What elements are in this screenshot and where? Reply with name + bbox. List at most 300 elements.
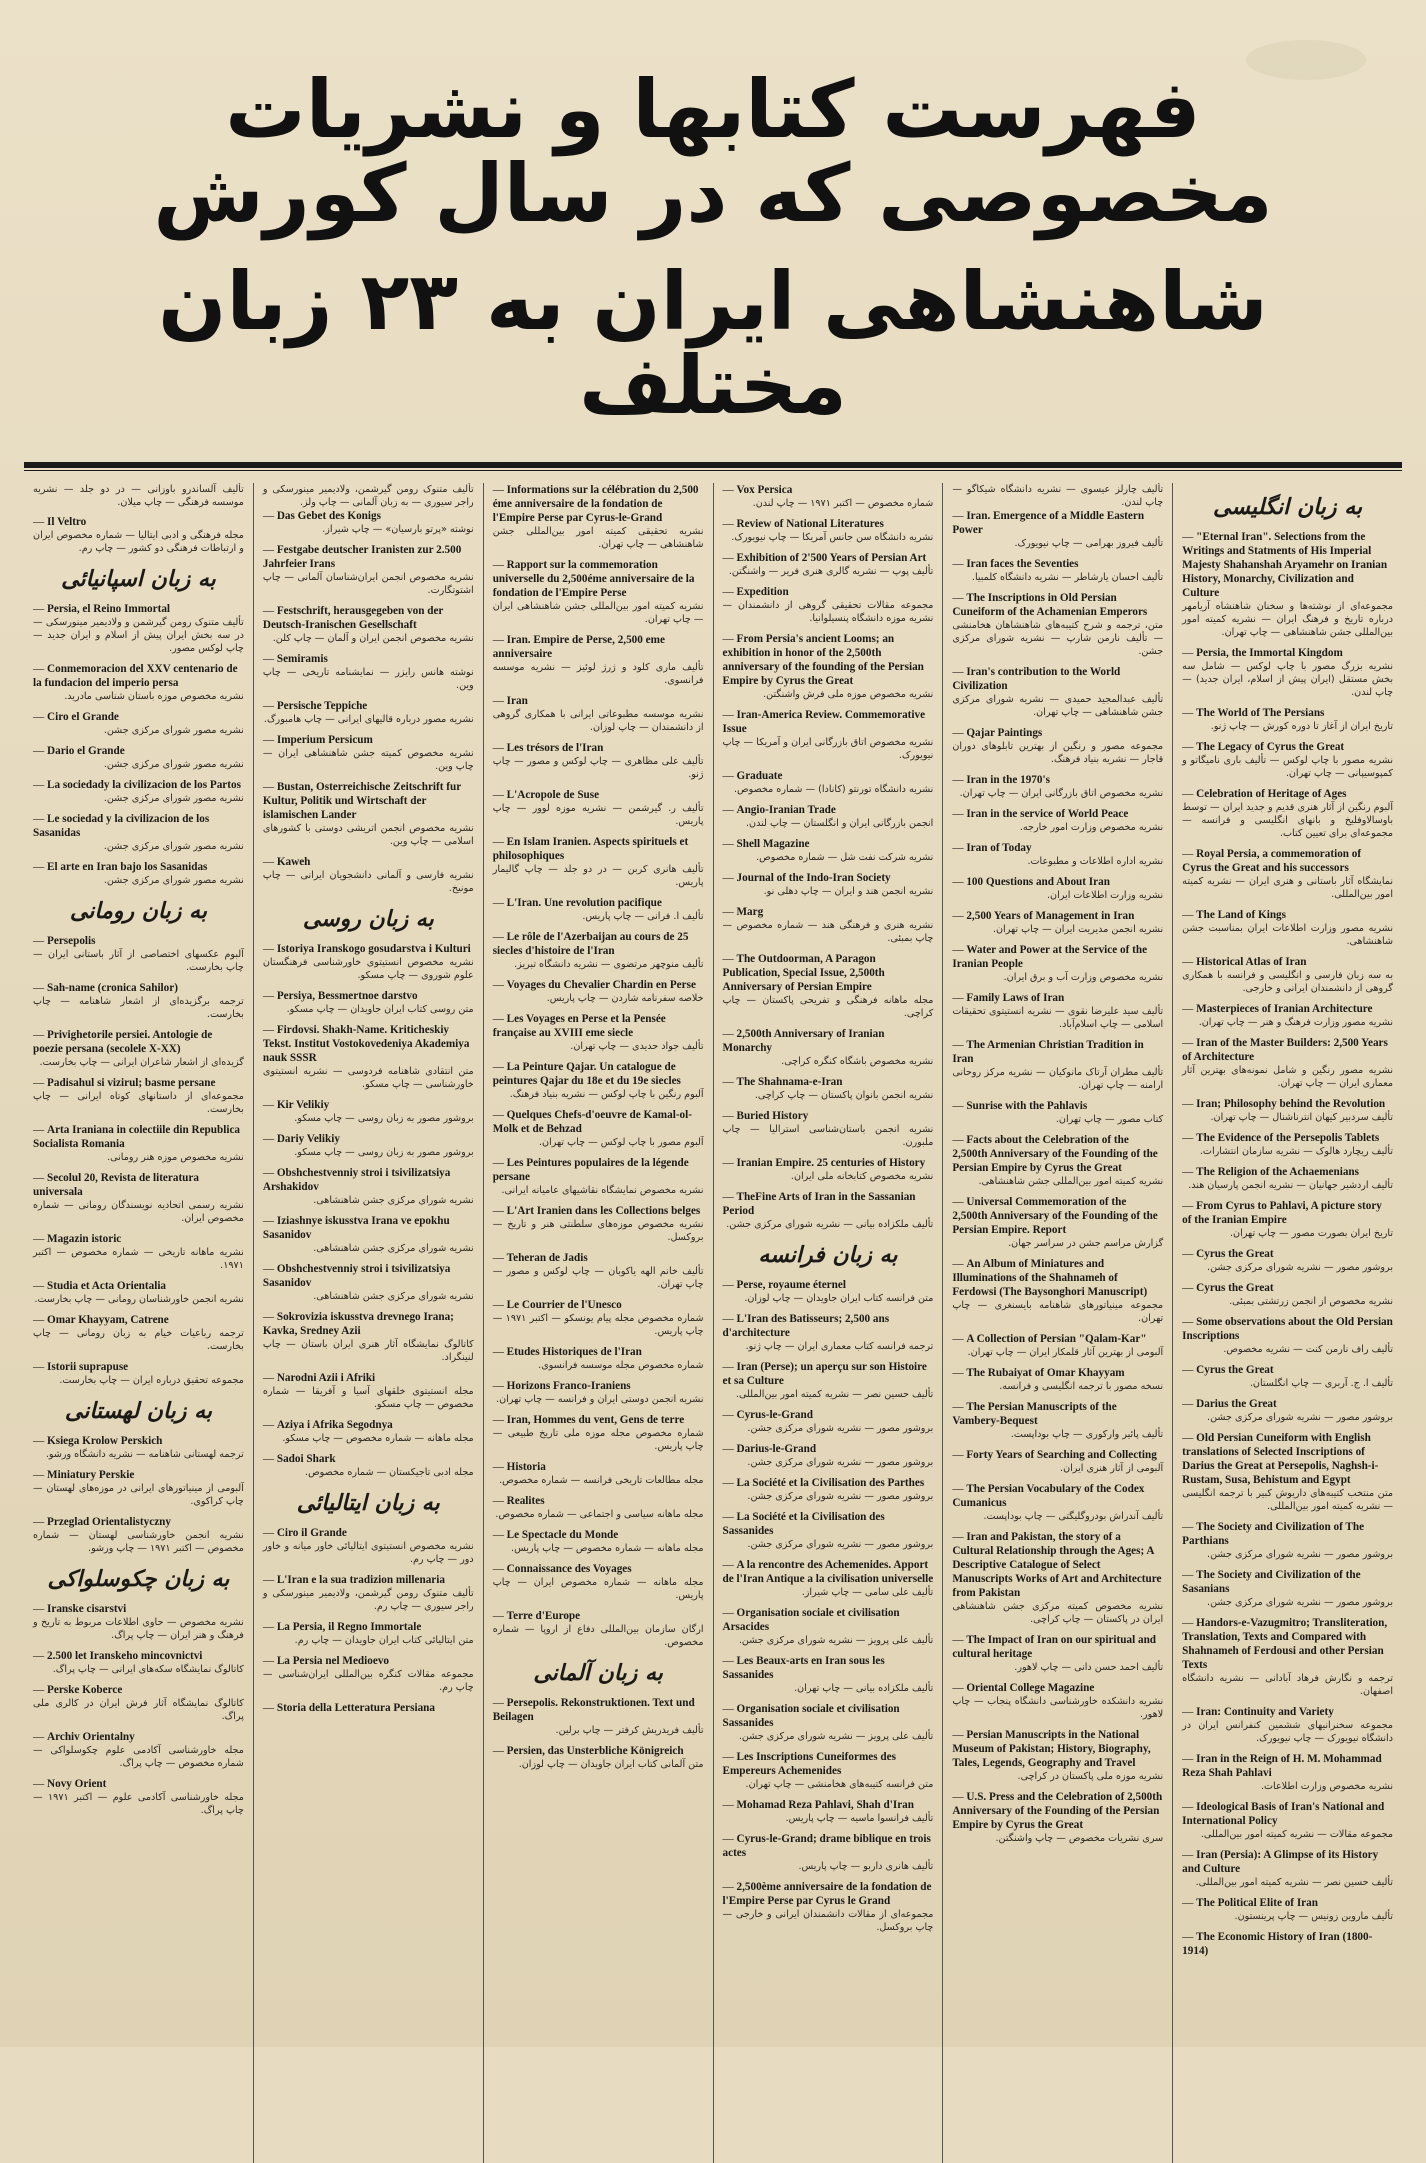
- publication-description: تألیف مطران آرتاک مانوکیان — نشریه مرکز روحانی ارامنه — چاپ تهران.: [952, 1067, 1164, 1091]
- publication-description: تألیف ملکزاده بیانی — چاپ تهران.: [794, 1683, 934, 1694]
- publication-title: — La Société et la Civilisation des Sassanides: [723, 1510, 934, 1538]
- publication-entry: [723, 551, 934, 578]
- headline-line-1: فهرست کتابها و نشریات مخصوصی که در سال کورش: [153, 63, 1273, 240]
- publication-entry: [1182, 1896, 1393, 1923]
- publication-description: تألیف علی پرویز — نشریه شورای مرکزی جشن.: [738, 1635, 934, 1646]
- publication-entry: [33, 778, 244, 805]
- publication-entry: [723, 952, 934, 1020]
- publication-description: متن، ترجمه و شرح کتیبه‌های شاهنشاهان هخامنشی — تألیف نارمن شارپ — نشریه شورای مرکزی جشن.: [952, 620, 1164, 657]
- publication-description: نشریه مصور شورای مرکزی جشن.: [103, 841, 244, 852]
- publication-title: — Royal Persia, a commemoration of Cyrus the Great and his successors: [1182, 847, 1393, 875]
- publication-entry: [33, 1232, 244, 1272]
- publication-description: متن روسی کتاب ایران جاویدان — چاپ مسکو.: [286, 1004, 474, 1015]
- publication-title: — Archiv Orientalny: [33, 1730, 244, 1744]
- publication-entry: [263, 780, 474, 848]
- publication-title: — The Impact of Iran on our spiritual and cultural heritage: [952, 1633, 1163, 1661]
- publication-description: نشریه مصور رنگین و شامل نمونه‌های بهترین آثار معماری ایران — چاپ تهران.: [1182, 1065, 1393, 1089]
- publication-description: نشریه مخصوص وزارت اطلاعات.: [1260, 1781, 1393, 1792]
- publication-description: مجله خاورشناسی آکادمی علوم چکوسلواکی — شماره مخصوص — چاپ پراگ.: [33, 1745, 244, 1769]
- publication-title: — U.S. Press and the Celebration of 2,500th Anniversary of the Founding of the Persian Empire by Cyrus the Great: [952, 1790, 1163, 1832]
- publication-entry: [723, 483, 934, 510]
- publication-description: مجله ماهانه — شماره مخصوص — چاپ پاریس.: [511, 1543, 704, 1554]
- publication-entry: [723, 517, 934, 544]
- entry-continuation: تألیف متنوک رومن گیرشمن، ولادیمیر مینورسکی و راجر سیوری — به زبان آلمانی — چاپ ولز.: [262, 484, 474, 508]
- publication-title: — Quelques Chefs-d'oeuvre de Kamal-ol-Molk et de Behzad: [493, 1108, 704, 1136]
- publication-title: — Iran. Emergence of a Middle Eastern Power: [952, 509, 1163, 537]
- publication-description: مجموعه مقالات — نشریه کمیته امور بین‌المللی.: [1200, 1829, 1393, 1840]
- publication-entry: [263, 652, 474, 692]
- publication-title: — Iran; Philosophy behind the Revolution: [1182, 1097, 1393, 1111]
- publication-description: کاتالوگ نمایشگاه آثار هنری ایران باستان — چاپ لنینگراد.: [262, 1339, 474, 1363]
- publication-description: تألیف خانم الهه یاکوبان — چاپ لوکس و مصور — چاپ تهران.: [492, 1266, 704, 1290]
- publication-title: — Le Courrier de l'Unesco: [493, 1298, 704, 1312]
- publication-entry: [493, 1460, 704, 1487]
- publication-title: — Les Voyages en Perse et la Pensée française au XVIII eme siecle: [493, 1012, 704, 1040]
- publication-description: ترجمه برگزیده‌ای از اشعار شاهنامه — چاپ بخارست.: [33, 996, 244, 1020]
- publication-entry: [263, 1573, 474, 1613]
- entry-continuation: تألیف آلساندرو باوزانی — در دو جلد — نشریه موسسه فرهنگی — چاپ میلان.: [33, 484, 244, 508]
- publication-title: — Les Peintures populaires de la légende persane: [493, 1156, 704, 1184]
- publication-description: تألیف علی مظاهری — چاپ لوکس و مصور — چاپ ژنو.: [492, 756, 704, 780]
- publication-entry: [493, 1156, 704, 1197]
- publication-description: نشریه مصور شورای مرکزی جشن.: [103, 875, 244, 886]
- publication-description: نشریه مخصوص موزه باستان شناسی مادرید.: [64, 691, 244, 702]
- publication-title: — Old Persian Cuneiform with English translations of Selected Inscriptions of Darius the Great at Persepolis, Naghsh-i-Rustam, Susa, Behistum and Egypt: [1182, 1431, 1393, 1487]
- publication-description: نشریه مصور شورای مرکزی جشن.: [103, 725, 244, 736]
- publication-entry: [263, 1214, 474, 1255]
- publication-entry: [493, 1696, 704, 1737]
- publication-title: — Expedition: [723, 585, 934, 599]
- publication-entry: [1182, 1930, 1393, 1958]
- headline: [24, 63, 1402, 432]
- publication-title: — Przeglad Orientalistyczny: [33, 1515, 244, 1529]
- publication-title: — El arte en Iran bajo los Sasanidas: [33, 860, 244, 874]
- publication-entry: [952, 773, 1163, 800]
- publication-entry: [493, 1345, 704, 1372]
- publication-title: — Persia, el Reino Immortal: [33, 602, 244, 616]
- publication-entry: [1182, 1199, 1393, 1240]
- publication-title: — Iran: [493, 694, 704, 708]
- publication-title: — Darius the Great: [1182, 1397, 1393, 1411]
- publication-title: — Dario el Grande: [33, 744, 244, 758]
- publication-entry: [493, 1609, 704, 1649]
- publication-entry: [493, 1012, 704, 1053]
- publication-entry: [33, 1279, 244, 1306]
- publication-entry: [1182, 1431, 1393, 1513]
- publication-entry: [723, 1606, 934, 1647]
- publication-title: — Perske Koberce: [33, 1683, 244, 1697]
- publication-title: — 2.500 let Iranskeho mincovnictvi: [33, 1649, 244, 1663]
- publication-description: نوشته «پرتو بارسیان» — چاپ شیراز.: [322, 524, 474, 535]
- publication-entry: [33, 662, 244, 703]
- publication-description: مجموعه‌ای از مقالات دانشمندان ایرانی و خارجی — چاپ بروکسل.: [722, 1909, 934, 1933]
- publication-description: نشریه مصور وزارت اطلاعات ایران بمناسبت جشن شاهنشاهی.: [1182, 923, 1393, 947]
- publication-title: — La sociedady la civilizacion de los Partos: [33, 778, 244, 792]
- publication-description: ترجمه فرانسه کتاب معماری ایران — چاپ ژنو.: [745, 1341, 934, 1352]
- publication-description: مجله ماهانه — شماره مخصوص ایران — چاپ پاریس.: [492, 1577, 704, 1601]
- publication-title: — Persian Manuscripts in the National Museum of Pakistan; History, Biography, Tales, Legends, Geography and Travel: [952, 1728, 1163, 1770]
- publication-title: — Omar Khayyam, Catrene: [33, 1313, 244, 1327]
- publication-title: — Iran of the Master Builders: 2,500 Years of Architecture: [1182, 1036, 1393, 1064]
- publication-description: تألیف آندراش بودروگلیگتی — چاپ بوداپست.: [983, 1511, 1164, 1522]
- publication-title: — Les trésors de l'Iran: [493, 741, 704, 755]
- publication-entry: [952, 875, 1163, 902]
- publication-description: مجموعه‌ای از نوشته‌ها و سخنان شاهنشاه آریامهر درباره تاریخ و فرهنگ ایران — نشریه کمیته امور بین‌المللی جشن شاهنشاهی — چاپ تهران.: [1182, 601, 1393, 638]
- publication-title: — Les Beaux-arts en Iran sous les Sassanides: [723, 1654, 934, 1682]
- publication-entry: [263, 855, 474, 895]
- publication-title: — Cyrus-le-Grand; drame biblique en trois actes: [723, 1832, 934, 1860]
- publication-title: — Family Laws of Iran: [952, 991, 1163, 1005]
- publication-entry: [493, 1744, 704, 1771]
- publication-description: نشریه مخصوص کمیته مرکزی جشن شاهنشاهی ایران در پاکستان — چاپ کراچی.: [952, 1601, 1164, 1625]
- publication-description: تاریخ ایران از آغاز تا دوره کورش — چاپ ژنو.: [1210, 721, 1393, 732]
- publication-description: بروشور مصور — نشریه شورای مرکزی جشن.: [1207, 1597, 1393, 1608]
- publication-entry: [263, 1023, 474, 1091]
- publication-description: تألیف ماری کلود و ژرژ لوئیز — نشریه موسسه فرانسوی.: [492, 662, 704, 686]
- publication-entry: [33, 1171, 244, 1225]
- publication-description: تألیف سردبیر کیهان انترناشنال — چاپ تهران.: [1210, 1112, 1393, 1123]
- publication-description: نشریه کمیته امور بین‌المللی جشن شاهنشاهی.: [978, 1176, 1164, 1187]
- publication-entry: [493, 558, 704, 626]
- publication-entry: [723, 1075, 934, 1102]
- publication-description: کتاب مصور — چاپ تهران.: [1055, 1114, 1164, 1125]
- publication-entry: [1182, 1002, 1393, 1029]
- publication-entry: [493, 1494, 704, 1521]
- publication-entry: [493, 930, 704, 971]
- publication-title: — 2,500 Years of Management in Iran: [952, 909, 1163, 923]
- publication-description: نشریه دانشگاه تورنتو (کانادا) — شماره مخصوص.: [733, 784, 934, 795]
- publication-description: بروشور مصور — نشریه شورای مرکزی جشن.: [747, 1423, 934, 1434]
- publication-entry: [723, 871, 934, 898]
- publication-description: نشریه فارسی و آلمانی دانشجویان ایرانی — چاپ مونیخ.: [262, 870, 474, 894]
- publication-entry: [263, 733, 474, 773]
- publication-description: نشریه انجمن خاورشناسان رومانی — چاپ بخارست.: [34, 1294, 244, 1305]
- publication-title: — L'Iran e la sua tradizion millenaria: [263, 1573, 474, 1587]
- publication-title: — Masterpieces of Iranian Architecture: [1182, 1002, 1393, 1016]
- publication-description: نشریه شورای مرکزی جشن شاهنشاهی.: [313, 1291, 474, 1302]
- publication-entry: [493, 835, 704, 889]
- publication-title: — Angio-Iranian Trade: [723, 803, 934, 817]
- publication-description: شماره مخصوص — اکتبر ۱۹۷۱ — چاپ لندن.: [752, 498, 934, 509]
- publication-title: — Cyrus the Great: [1182, 1247, 1393, 1261]
- publication-description: تألیف متنوک رومن گیرشمن و ولادیمیر مینورسکی — در سه بخش ایران پیش از اسلام و ایران جدید — چاپ لوکس مصور.: [33, 617, 244, 654]
- publication-title: — Iranian Empire. 25 centuries of History: [723, 1156, 934, 1170]
- publication-title: — The Legacy of Cyrus the Great: [1182, 740, 1393, 754]
- paper-stain: [1246, 40, 1366, 80]
- publication-description: شماره مخصوص مجله موسسه فرانسوی.: [538, 1360, 704, 1371]
- publication-title: — A la rencontre des Achemenides. Apport de l'Iran Antique a la civilisation universelle: [723, 1558, 934, 1586]
- language-section-heading: به زبان آلمانی: [533, 1661, 663, 1686]
- publication-entry: [1182, 1616, 1393, 1698]
- publication-entry: [33, 1028, 244, 1069]
- publication-title: — From Cyrus to Pahlavi, A picture story of the Iranian Empire: [1182, 1199, 1393, 1227]
- publication-entry: [33, 1360, 244, 1387]
- publication-title: — Darius-le-Grand: [723, 1442, 934, 1456]
- publication-description: نشریه شرکت نفت شل — شماره مخصوص.: [756, 852, 934, 863]
- publication-title: — Cyrus-le-Grand: [723, 1408, 934, 1422]
- publication-entry: [952, 1728, 1163, 1783]
- publication-title: — Persepolis. Rekonstruktionen. Text und Beilagen: [493, 1696, 704, 1724]
- publication-description: تألیف عبدالمجید حمیدی — نشریه شورای مرکزی جشن شاهنشاهی — چاپ تهران.: [952, 694, 1164, 718]
- publication-description: بروشور مصور — نشریه شورای مرکزی جشن.: [747, 1539, 934, 1550]
- publication-description: نشریه مصور شورای مرکزی جشن.: [103, 793, 244, 804]
- publication-title: — Sadoi Shark: [263, 1452, 474, 1466]
- publication-entry: [1182, 530, 1393, 639]
- publication-title: — The Society and Civilization of the Sasanians: [1182, 1568, 1393, 1596]
- publication-title: — Obshchestvenniy stroi i tsivilizatsiya Arshakidov: [263, 1166, 474, 1194]
- publication-entry: [33, 981, 244, 1021]
- publication-title: — 2,500th Anniversary of Iranian Monarchy: [723, 1027, 934, 1055]
- publication-entry: [33, 1468, 244, 1508]
- publication-entry: [1182, 1752, 1393, 1793]
- publication-entry: [952, 1038, 1163, 1092]
- publication-description: تاریخ ایران بصورت مصور — چاپ تهران.: [1229, 1228, 1393, 1239]
- publication-entry: [723, 769, 934, 796]
- publication-entry: [952, 1133, 1163, 1188]
- publication-entry: [33, 1649, 244, 1676]
- publication-entry: [33, 1683, 244, 1723]
- publication-description: نشریه مخصوص انجمن اتریشی دوستی با کشورهای اسلامی — چاپ وین.: [262, 823, 474, 847]
- publication-description: آلبوم رنگین از آثار هنری قدیم و جدید ایران — توسط باوسالاوفلیخ و بانهای انگلیسی و فرانسه — مجموعه‌ای برای تعیین کتاب.: [1182, 802, 1393, 839]
- publication-entry: [33, 710, 244, 737]
- publication-title: — Ciro il Grande: [263, 1526, 474, 1540]
- publication-entry: [952, 1448, 1163, 1475]
- publication-title: — Istorii suprapuse: [33, 1360, 244, 1374]
- publication-entry: [263, 1371, 474, 1411]
- publication-title: — Sokrovizia iskusstva drevnego Irana; Kavka, Sredney Azii: [263, 1310, 474, 1338]
- publication-title: — Shell Magazine: [723, 837, 934, 851]
- publication-description: نوشته هانس رایزر — نمایشنامه تاریخی — چاپ وین.: [262, 667, 474, 691]
- publication-title: — La Société et la Civilisation des Parthes: [723, 1476, 934, 1490]
- publication-title: — Bustan, Osterreichische Zeitschrift fur Kultur, Politik und Wirtschaft der islamischen Lander: [263, 780, 474, 822]
- publication-title: — La Peinture Qajar. Un catalogue de peintures Qajar du 18e et du 19e siecles: [493, 1060, 704, 1088]
- publication-description: بروشور مصور — نشریه شورای مرکزی جشن.: [1207, 1262, 1393, 1273]
- publication-title: — "Eternal Iran". Selections from the Writings and Statments of His Imperial Majesty Shahanshah Aryamehr on Iranian History, Monarchy, Civilization and Culture: [1182, 530, 1393, 600]
- publication-title: — Imperium Persicum: [263, 733, 474, 747]
- publication-title: — Firdovsi. Shakh-Name. Kriticheskiy Tekst. Institut Vostokovedeniya Akademiya nauk SSSR: [263, 1023, 474, 1065]
- publication-entry: [493, 1108, 704, 1149]
- publication-title: — Connaissance des Voyages: [493, 1562, 704, 1576]
- publication-description: نشریه موزه ملی پاکستان در کراچی.: [1017, 1771, 1164, 1782]
- publication-title: — L'Acropole de Suse: [493, 788, 704, 802]
- publication-entry: [33, 934, 244, 974]
- publication-title: — Le Spectacle du Monde: [493, 1528, 704, 1542]
- publication-entry: [263, 1166, 474, 1207]
- publication-description: نشریه ماهانه تاریخی — شماره مخصوص — اکتبر ۱۹۷۱.: [33, 1247, 244, 1271]
- publication-entry: [33, 1730, 244, 1770]
- publication-description: نشریه مصور با چاپ لوکس — تألیف باری نامیگاتو و کمپوسیپانی — چاپ تهران.: [1182, 755, 1393, 779]
- publication-title: — Iran-America Review. Commemorative Issue: [723, 708, 934, 736]
- publication-title: — Ksiega Krolow Perskich: [33, 1434, 244, 1448]
- publication-description: تألیف پائیر وارکوری — چاپ بوداپست.: [1010, 1429, 1164, 1440]
- publication-description: مجله ماهانه سیاسی و اجتماعی — شماره مخصوص.: [495, 1509, 704, 1520]
- publication-entry: [723, 1798, 934, 1825]
- publication-description: تألیف سید علیرضا نقوی — نشریه انستیتوی تحقیقات اسلامی — چاپ اسلام‌آباد.: [952, 1006, 1164, 1030]
- publication-entry: [493, 694, 704, 734]
- publication-entry: [1182, 1363, 1393, 1390]
- publication-entry: [723, 1156, 934, 1183]
- publication-entry: [723, 1312, 934, 1353]
- publication-title: — Informations sur la célébration du 2,500 éme anniversaire de la fondation de l'Empire Perse par Cyrus-le-Grand: [493, 483, 704, 525]
- publication-description: نشریه مخصوص وزارت آب و برق ایران.: [1003, 972, 1164, 983]
- language-section-heading: به زبان ایتالیائی: [296, 1491, 440, 1516]
- publication-title: — L'Iran. Une revolution pacifique: [493, 896, 704, 910]
- publication-entry: [493, 788, 704, 828]
- publication-description: تألیف جواد حدیدی — چاپ تهران.: [570, 1041, 704, 1052]
- publication-description: مجموعه سخنرانیهای ششمین کنفرانس ایران در دانشگاه نیویورک — چاپ نیویورک.: [1182, 1720, 1393, 1744]
- publication-entry: [723, 1278, 934, 1305]
- publication-title: — The Outdoorman, A Paragon Publication, Special Issue, 2,500th Anniversary of Persian Empire: [723, 952, 934, 994]
- publication-title: — Ciro el Grande: [33, 710, 244, 724]
- publication-entry: [952, 557, 1163, 584]
- publication-entry: [952, 591, 1163, 658]
- publication-title: — La Persia nel Medioevo: [263, 1654, 474, 1668]
- publication-entry: [263, 1654, 474, 1694]
- publication-title: — The Political Elite of Iran: [1182, 1896, 1393, 1910]
- publication-entry: [263, 942, 474, 982]
- publication-entry: [952, 1099, 1163, 1126]
- publication-entry: [723, 1442, 934, 1469]
- publication-title: — Secolul 20, Revista de literatura universala: [33, 1171, 244, 1199]
- publication-title: — Etudes Historiques de l'Iran: [493, 1345, 704, 1359]
- publication-title: — Magazin istoric: [33, 1232, 244, 1246]
- publication-description: آلبومی از بهترین آثار قلمکار ایران — چاپ تهران.: [967, 1347, 1164, 1358]
- publication-description: سری نشریات مخصوص — چاپ واشنگتن.: [995, 1833, 1164, 1844]
- language-section-heading: به زبان روسی: [302, 907, 434, 932]
- publication-title: — Iranske cisarstvi: [33, 1602, 244, 1616]
- publication-description: نشریه مصور شورای مرکزی جشن.: [103, 759, 244, 770]
- publication-description: به سه زبان فارسی و انگلیسی و فرانسه با همکاری گروهی از دانشمندان ایرانی و خارجی.: [1182, 970, 1393, 994]
- publication-entry: [723, 1880, 934, 1934]
- publication-title: — Ideological Basis of Iran's National and International Policy: [1182, 1800, 1393, 1828]
- publication-title: — Iran in the service of World Peace: [952, 807, 1163, 821]
- publication-entry: [952, 943, 1163, 984]
- publication-description: نشریه انجمن مدیریت ایران — چاپ تهران.: [992, 924, 1164, 935]
- publication-title: — Marg: [723, 905, 934, 919]
- publication-title: — 2,500ème anniversaire de la fondation de l'Empire Perse par Cyrus le Grand: [723, 1880, 934, 1908]
- publication-entry: [1182, 787, 1393, 840]
- publication-entry: [723, 1702, 934, 1743]
- publication-title: — Kaweh: [263, 855, 474, 869]
- publication-entry: [723, 837, 934, 864]
- publication-description: مجموعه مقالات کنگره بین‌المللی ایران‌شناسی — چاپ رم.: [262, 1669, 474, 1693]
- publication-entry: [1182, 1705, 1393, 1745]
- publication-entry: [1182, 1165, 1393, 1192]
- publication-title: — Water and Power at the Service of the Iranian People: [952, 943, 1163, 971]
- publication-entry: [493, 1060, 704, 1101]
- publication-entry: [723, 1109, 934, 1149]
- publication-entry: [263, 543, 474, 597]
- publication-description: تألیف ا. فرانی — چاپ پاریس.: [582, 911, 704, 922]
- publication-description: تألیف ریچارد هالوک — نشریه سازمان انتشارات.: [1199, 1146, 1393, 1157]
- publication-title: — Oriental College Magazine: [952, 1681, 1163, 1695]
- publication-title: — Le sociedad y la civilizacion de los Sasanidas: [33, 812, 244, 840]
- publication-title: — Forty Years of Searching and Collecting: [952, 1448, 1163, 1462]
- publication-description: نشریه مخصوص کمیته جشن شاهنشاهی ایران — چاپ وین.: [262, 748, 474, 772]
- publication-title: — Arta Iraniana in colectiile din Republica Socialista Romania: [33, 1123, 244, 1151]
- columns: [24, 483, 1402, 2163]
- publication-title: — Terre d'Europe: [493, 1609, 704, 1623]
- publication-entry: [263, 1452, 474, 1479]
- publication-description: نشریه مخصوص انستیتوی خاورشناسی فرهنگستان علوم شوروی — چاپ مسکو.: [262, 957, 474, 981]
- publication-entry: [33, 744, 244, 771]
- publication-entry: [952, 1332, 1163, 1359]
- publication-entry: [723, 708, 934, 762]
- publication-description: بروشور مصور — نشریه شورای مرکزی جشن.: [747, 1457, 934, 1468]
- publication-title: — The Persian Manuscripts of the Vambery-Bequest: [952, 1400, 1163, 1428]
- language-section-heading: به زبان اسپانیائی: [61, 567, 216, 592]
- publication-entry: [263, 604, 474, 645]
- publication-description: نشریه مخصوص کتابخانه ملی ایران.: [790, 1171, 934, 1182]
- publication-description: تألیف احمد حسن دانی — چاپ لاهور.: [1014, 1662, 1164, 1673]
- publication-entry: [493, 633, 704, 687]
- publication-description: گزیده‌ای از اشعار شاعران ایرانی — چاپ بخارست.: [39, 1057, 244, 1068]
- entry-continuation: تألیف چارلز عیسوی — نشریه دانشگاه شیکاگو — چاپ لندن.: [952, 484, 1164, 508]
- publication-title: — The Society and Civilization of The Parthians: [1182, 1520, 1393, 1548]
- publication-entry: [263, 1418, 474, 1445]
- publication-entry: [952, 1257, 1163, 1325]
- publication-description: ترجمه رباعیات خیام به زبان رومانی — چاپ بخارست.: [33, 1328, 244, 1352]
- publication-entry: [493, 1204, 704, 1244]
- publication-title: — Iran (Perse); un aperçu sur son Histoire et sa Culture: [723, 1360, 934, 1388]
- publication-entry: [952, 1633, 1163, 1674]
- publication-title: — The Inscriptions in Old Persian Cuneiform of the Achamenian Emperors: [952, 591, 1163, 619]
- publication-description: نشریه مخصوص وزارت امور خارجه.: [1019, 822, 1164, 833]
- publication-entry: [952, 509, 1163, 550]
- publication-description: نشریه انجمن دوستی ایران و فرانسه — چاپ تهران.: [496, 1394, 704, 1405]
- publication-title: — Some observations about the Old Persian Inscriptions: [1182, 1315, 1393, 1343]
- publication-title: — Persien, das Unsterbliche Königreich: [493, 1744, 704, 1758]
- publication-description: نشریه دانشگاه سن جانس آمریکا — چاپ نیویورک.: [731, 532, 934, 543]
- publication-entry: [263, 1620, 474, 1647]
- column-4: [483, 483, 713, 2163]
- publication-description: نشریه بزرگ مصور با چاپ لوکس — شامل سه بخش مستقل (ایران پیش از اسلام، ایران جدید) — چاپ لندن.: [1182, 661, 1393, 698]
- publication-entry: [1182, 740, 1393, 780]
- publication-title: — Privighetorile persiei. Antologie de poezie persana (secolele X-XX): [33, 1028, 244, 1056]
- publication-entry: [33, 515, 244, 555]
- publication-title: — Universal Commemoration of the 2,500th Anniversary of the Founding of the Persian Empire. Report: [952, 1195, 1163, 1237]
- publication-title: — Realites: [493, 1494, 704, 1508]
- publication-description: مجموعه مقالات تحقیقی گروهی از دانشمندان — نشریه موزه دانشگاه پنسیلوانیا.: [722, 600, 934, 624]
- publication-entry: [952, 991, 1163, 1031]
- publication-title: — Teheran de Jadis: [493, 1251, 704, 1265]
- publication-title: — Sunrise with the Pahlavis: [952, 1099, 1163, 1113]
- publication-title: — Kir Velikiy: [263, 1098, 474, 1112]
- publication-title: — An Album of Miniatures and Illuminations of the Shahnameh of Ferdowsi (The Baysonghori Manuscript): [952, 1257, 1163, 1299]
- publication-description: تألیف هانری داربو — چاپ پاریس.: [798, 1861, 934, 1872]
- column-6: [24, 483, 253, 2163]
- publication-entry: [493, 978, 704, 1005]
- publication-title: — Iran. Empire de Perse, 2,500 eme anniversaire: [493, 633, 704, 661]
- publication-title: — Iran faces the Seventies: [952, 557, 1163, 571]
- publication-entry: [263, 1526, 474, 1566]
- language-section-heading: به زبان انگلیسی: [1213, 495, 1363, 520]
- publication-entry: [952, 1195, 1163, 1250]
- publication-description: نشریه شورای مرکزی جشن شاهنشاهی.: [313, 1243, 474, 1254]
- publication-description: کاتالوگ نمایشگاه آثار فرش ایران در کالری ملی پراگ.: [33, 1698, 244, 1722]
- publication-description: نشریه وزارت اطلاعات ایران.: [1046, 890, 1164, 901]
- publication-description: تألیف حسین نصر — نشریه کمیته امور بین‌المللی.: [735, 1389, 934, 1400]
- publication-entry: [33, 602, 244, 655]
- publication-description: نشریه مخصوص از انجمن زرتشتی بمبئی.: [1229, 1296, 1393, 1307]
- publication-description: تألیف راف نارمن کنت — نشریه مخصوص.: [1223, 1344, 1393, 1355]
- publication-title: — The Armenian Christian Tradition in Iran: [952, 1038, 1163, 1066]
- publication-title: — Conmemoracion del XXV centenario de la fundacion del imperio persa: [33, 662, 244, 690]
- publication-title: — Facts about the Celebration of the 2,500th Anniversary of the Founding of the Persian Empire by Cyrus the Great: [952, 1133, 1163, 1175]
- publication-description: ترجمه لهستانی شاهنامه — نشریه دانشگاه ورشو.: [45, 1449, 244, 1460]
- publication-description: بروشور مصور به زبان روسی — چاپ مسکو.: [294, 1113, 474, 1124]
- publication-description: نشریه انجمن باستان‌شناسی استرالیا — چاپ ملبورن.: [722, 1124, 934, 1148]
